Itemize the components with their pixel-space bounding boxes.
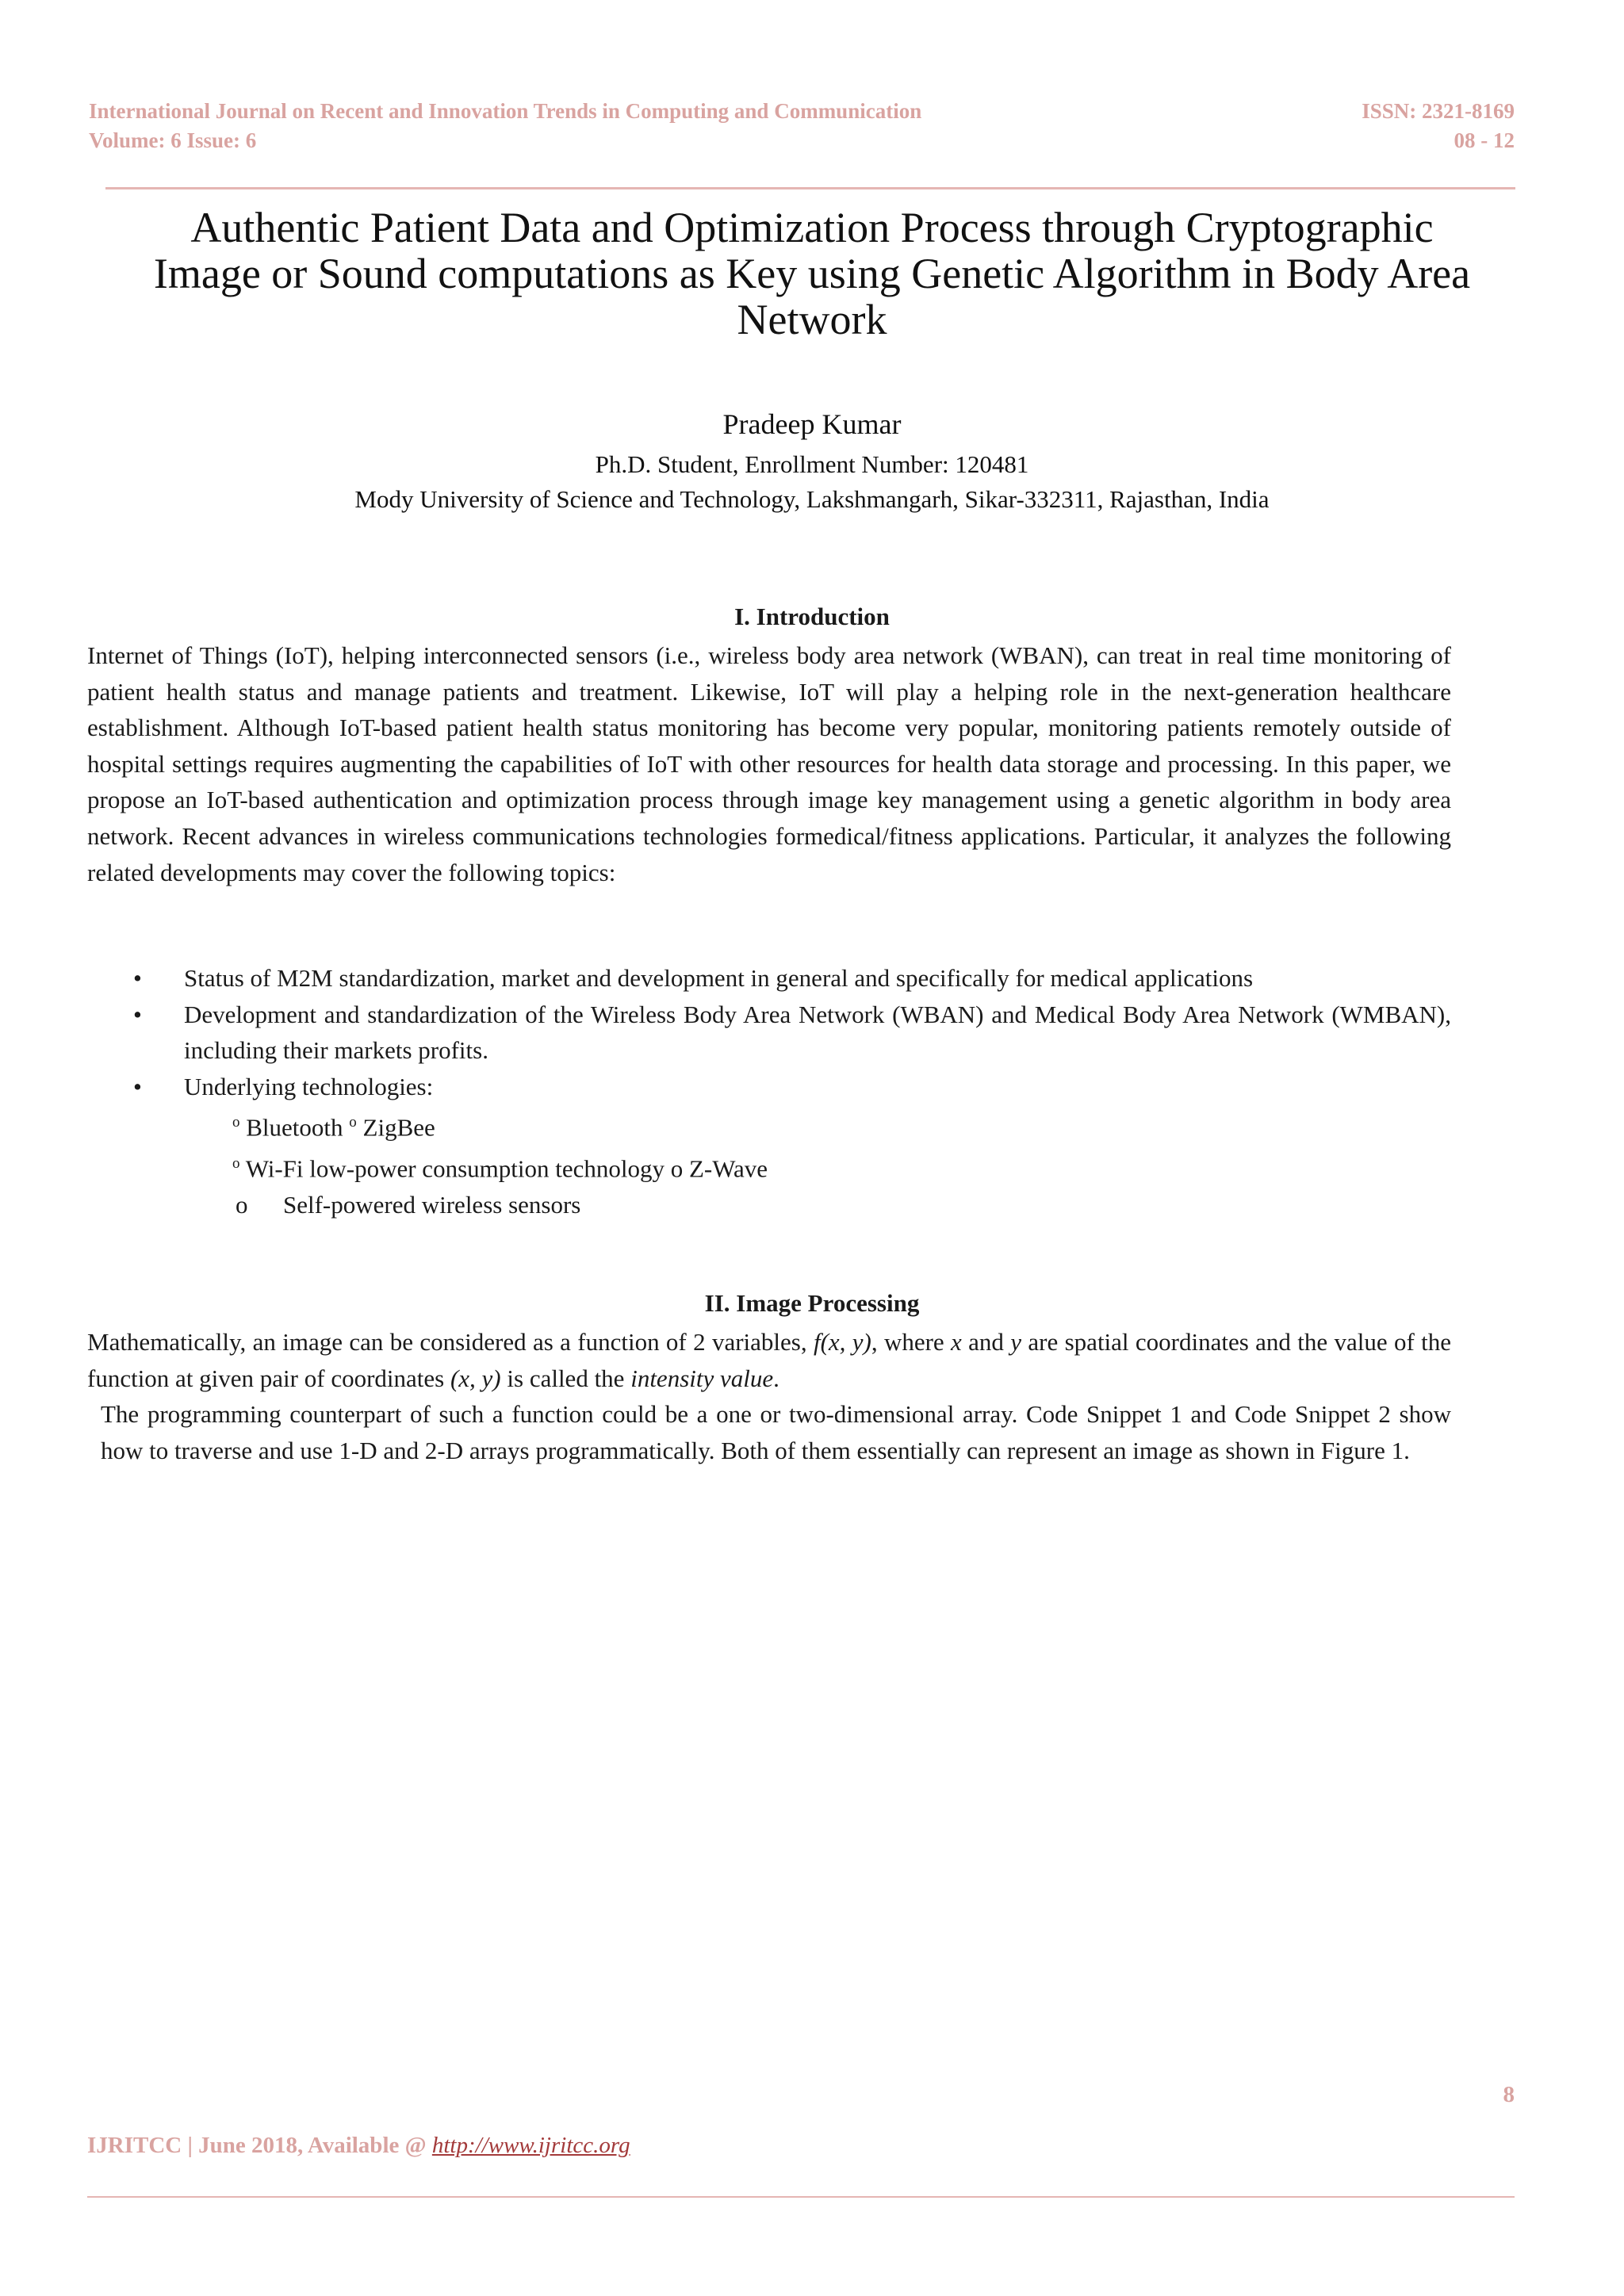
section-heading-image-processing: II. Image Processing	[704, 1289, 920, 1317]
sublist-item: $^o$ Bluetooth $^o$ ZigBee	[232, 1113, 435, 1142]
title-line-3: Network	[737, 296, 887, 343]
section-heading-introduction: I. Introduction	[734, 603, 890, 630]
sublist-item: o Self-powered wireless sensors	[236, 1191, 581, 1219]
bullet-marker: •	[133, 964, 142, 992]
title-line-1: Authentic Patient Data and Optimization Process through Cryptographic	[190, 204, 1434, 251]
image-processing-paragraph-1: Mathematically, an image can be considered as a function of 2 variables, f(x, y), where x and y are spatial coordinates and the value of the function at given pair of coordinates (x, y) is called the intensity value.	[87, 1328, 1452, 1392]
list-item	[87, 1069, 1451, 1105]
issn: ISSN: 2321-8169	[1362, 99, 1515, 123]
introduction-paragraph: Internet of Things (IoT), helping interconnected sensors (i.e., wireless body area network (WBAN), can treat in real time monitoring of patient health status and manage patients and treatment. Likewise, IoT will play a helping role in the next-generation healthcare establishment. Although IoT-based patient health status monitoring has become very popular, monitoring patients remotely outside of hospital settings requires augmenting the capabilities of IoT with other resources for health data storage and processing. In this paper, we propose an IoT-based authentication and optimization process through image key management using a genetic algorithm in body area network. Recent advances in wireless communications technologies formedical/fitness applications. Particular, it analyzes the following related developments may cover the following topics:	[87, 641, 1451, 886]
page-number: 8	[1503, 2082, 1515, 2107]
journal-name: International Journal on Recent and Innovation Trends in Computing and Communication	[89, 99, 922, 123]
volume-issue: Volume: 6 Issue: 6	[89, 128, 257, 152]
footer-rule	[87, 2196, 1515, 2198]
topics-list	[87, 960, 1451, 1223]
sublist-item: $^o$ Wi-Fi low-power consumption technology o Z-Wave	[232, 1154, 768, 1183]
list-item-text: Development and standardization of the Wireless Body Area Network (WBAN) and Medical Body Area Network (WMBAN), including their markets profits.	[184, 1000, 1451, 1065]
title-line-2: Image or Sound computations as Key using Genetic Algorithm in Body Area	[153, 250, 1471, 297]
bullet-marker: •	[133, 1072, 142, 1100]
list-item-text: Status of M2M standardization, market and development in general and specifically for medical applications	[184, 964, 1254, 992]
list-item	[87, 997, 1451, 1069]
journal-link[interactable]: http://www.ijritcc.org	[431, 2133, 630, 2158]
author-affiliation: Mody University of Science and Technology, Lakshmangarh, Sikar-332311, Rajasthan, India	[354, 485, 1270, 513]
paper-title	[79, 205, 1545, 342]
footer-line	[87, 2133, 630, 2159]
list-item-text: Underlying technologies:	[184, 1072, 434, 1100]
header-rule	[105, 187, 1515, 189]
bullet-marker: •	[133, 1000, 142, 1028]
footer-text: IJRITCC | June 2018, Available @	[87, 2133, 432, 2158]
running-header	[89, 97, 1515, 155]
author-position: Ph.D. Student, Enrollment Number: 120481	[595, 450, 1029, 478]
image-processing-paragraph-2: The programming counterpart of such a function could be a one or two-dimensional array. Code Snippet 1 and Code Snippet 2 show how to traverse and use 1-D and 2-D arrays programmatically. Both of them essentially can represent an image as shown in Figure 1.	[101, 1400, 1451, 1464]
list-item	[87, 960, 1451, 997]
author-name: Pradeep Kumar	[722, 408, 902, 440]
page-range: 08 - 12	[1454, 128, 1515, 152]
